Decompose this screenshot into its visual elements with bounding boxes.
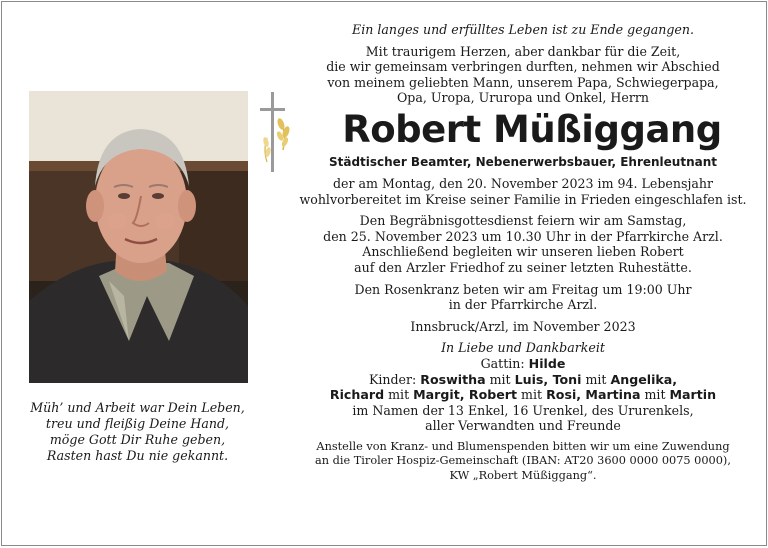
connector-text: mit [581,371,611,387]
intro-line: Ein langes und erfülltes Leben ist zu Ende gegangen. [352,22,694,37]
rosary-line: Den Rosenkranz beten wir am Freitag um 19:00 Uhr [354,281,692,297]
poem-line: Müh’ und Arbeit war Dein Leben, [30,400,245,415]
child-name: Luis, Toni [514,371,582,387]
children-line-2 [284,387,762,403]
death-line: der am Montag, den 20. November 2023 im 94. Lebensjahr [332,175,714,191]
funeral-line: Anschließend begleiten wir unseren lieben Robert [362,244,684,260]
connector-text: mit [517,387,547,403]
children-names [420,372,677,387]
announcement [284,44,762,106]
poem-line: treu und fleißig Deine Hand, [45,416,230,431]
funeral-line: auf den Arzler Friedhof zu seiner letzten Ruhestätte. [354,259,692,275]
announcement-line: Mit traurigem Herzen, aber dankbar für die Zeit, [365,43,681,59]
announcement-line: die wir gemeinsam verbringen durften, nehmen wir Abschied [326,59,720,75]
connector-text: mit [485,371,515,387]
connector-text: mit [640,387,670,403]
wife-line [284,356,762,372]
wife-label: Gattin: [480,355,529,371]
announcement-line: Opa, Uropa, Ururopa und Onkel, Herrn [396,90,650,106]
donation-line: Anstelle von Kranz- und Blumenspenden bitten wir um eine Zuwendung [316,439,730,453]
donation-notice [284,440,762,483]
funeral-notice [284,213,762,275]
deceased-titles: Städtischer Beamter, Nebenerwerbsbauer, Ehrenleutnant [328,154,718,169]
relatives-line: aller Verwandten und Freunde [425,418,621,434]
portrait-photo [29,91,248,383]
poem-line: möge Gott Dir Ruhe geben, [49,432,226,447]
wife-name: Hilde [528,355,566,371]
relatives-line: im Namen der 13 Enkel, 16 Urenkel, des Ururenkels, [352,402,694,418]
child-name: Martin [669,387,717,403]
child-name: Rosi, Martina [546,387,641,403]
announcement-line: von meinem geliebten Mann, unserem Papa, Schwiegerpapa, [327,74,719,90]
rosary-notice [284,282,762,313]
love-line: In Liebe und Dankbarkeit [441,340,605,356]
children-label: Kinder: [368,371,421,387]
death-notice [284,176,762,207]
child-name: Margit, Robert [413,387,518,403]
poem-line: Rasten hast Du nie gekannt. [46,448,229,463]
child-name: Richard [329,387,385,403]
portrait-illustration [29,91,248,383]
funeral-line: Den Begräbnisgottesdienst feiern wir am Samstag, [359,213,687,229]
donation-line: KW „Robert Müßiggang“. [449,468,597,482]
connector-text: mit [384,387,414,403]
deceased-name: Robert Müßiggang [342,107,722,151]
rosary-line: in der Pfarrkirche Arzl. [448,297,598,313]
poem [10,400,265,464]
obituary-text [284,22,762,483]
death-line: wohlvorbereitet im Kreise seiner Familie in Frieden eingeschlafen ist. [299,191,747,207]
place-date: Innsbruck/Arzl, im November 2023 [410,318,636,334]
obituary-page [1,1,767,546]
children-line-1 [284,372,762,388]
child-name: Angelika, [610,371,678,387]
child-name: Roswitha [420,371,486,387]
donation-line: an die Tiroler Hospiz-Gemeinschaft (IBAN: AT20 3600 0000 0075 0000), [315,454,731,468]
funeral-line: den 25. November 2023 um 10.30 Uhr in der Pfarrkirche Arzl. [323,228,723,244]
